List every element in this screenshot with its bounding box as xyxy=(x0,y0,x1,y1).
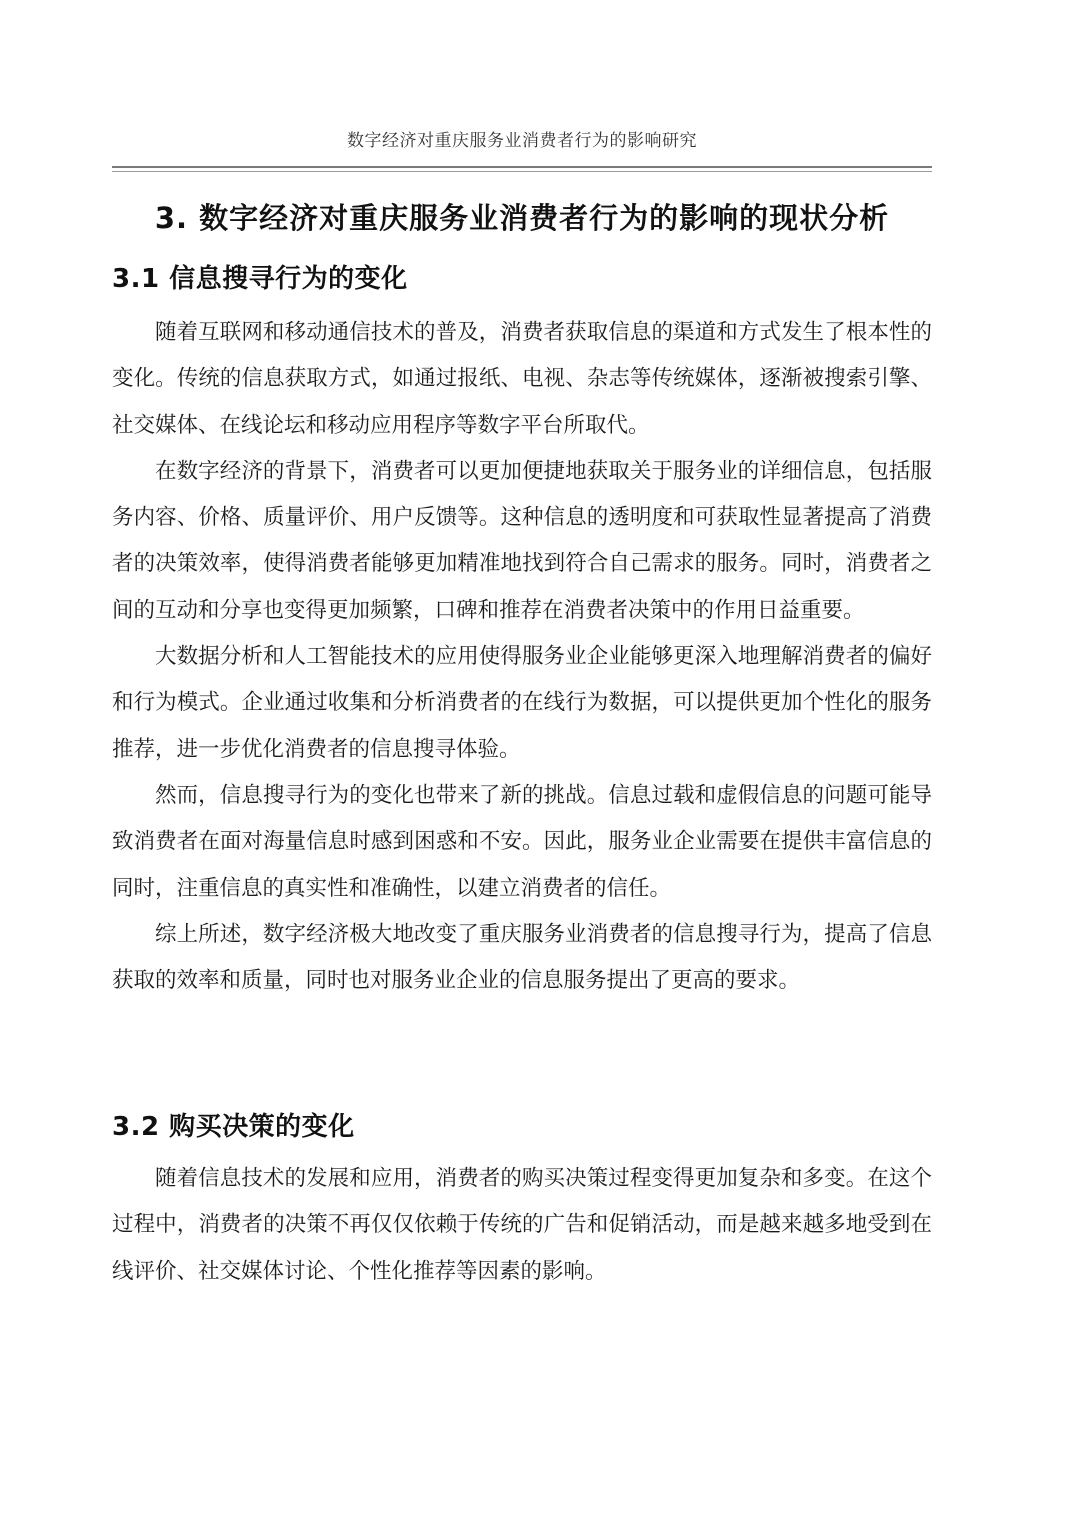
chapter-title: 3. 数字经济对重庆服务业消费者行为的影响的现状分析 xyxy=(154,201,890,235)
section-body-3-1 xyxy=(112,310,932,1004)
header-rule-thin xyxy=(112,171,932,172)
header-rule xyxy=(112,166,932,168)
section-title-3-2: 3.2 购买决策的变化 xyxy=(112,1112,355,1142)
paragraph: 综上所述，数字经济极大地改变了重庆服务业消费者的信息搜寻行为，提高了信息获取的效率和质量，同时也对服务业企业的信息服务提出了更高的要求。 xyxy=(112,921,932,994)
paragraph: 在数字经济的背景下，消费者可以更加便捷地获取关于服务业的详细信息，包括服务内容、价格、质量评价、用户反馈等。这种信息的透明度和可获取性显著提高了消费者的决策效率，使得消费者能够更加精准地找到符合自己需求的服务。同时，消费者之间的互动和分享也变得更加频繁，口碑和推荐在消费者决策中的作用日益重要。 xyxy=(112,458,932,623)
section-body-3-2 xyxy=(112,1156,932,1295)
paragraph: 随着互联网和移动通信技术的普及，消费者获取信息的渠道和方式发生了根本性的变化。传统的信息获取方式，如通过报纸、电视、杂志等传统媒体，逐渐被搜索引擎、社交媒体、在线论坛和移动应用程序等数字平台所取代。 xyxy=(112,320,932,438)
running-header: 数字经济对重庆服务业消费者行为的影响研究 xyxy=(347,131,697,151)
paragraph: 然而，信息搜寻行为的变化也带来了新的挑战。信息过载和虚假信息的问题可能导致消费者在面对海量信息时感到困惑和不安。因此，服务业企业需要在提供丰富信息的同时，注重信息的真实性和准确性，以建立消费者的信任。 xyxy=(112,782,932,901)
paragraph: 大数据分析和人工智能技术的应用使得服务业企业能够更深入地理解消费者的偏好和行为模式。企业通过收集和分析消费者的在线行为数据，可以提供更加个性化的服务推荐，进一步优化消费者的信息搜寻体验。 xyxy=(112,644,932,762)
paragraph: 随着信息技术的发展和应用，消费者的购买决策过程变得更加复杂和多变。在这个过程中，消费者的决策不再仅仅依赖于传统的广告和促销活动，而是越来越多地受到在线评价、社交媒体讨论、个性化推荐等因素的影响。 xyxy=(112,1166,932,1284)
section-title-3-1: 3.1 信息搜寻行为的变化 xyxy=(112,264,408,294)
